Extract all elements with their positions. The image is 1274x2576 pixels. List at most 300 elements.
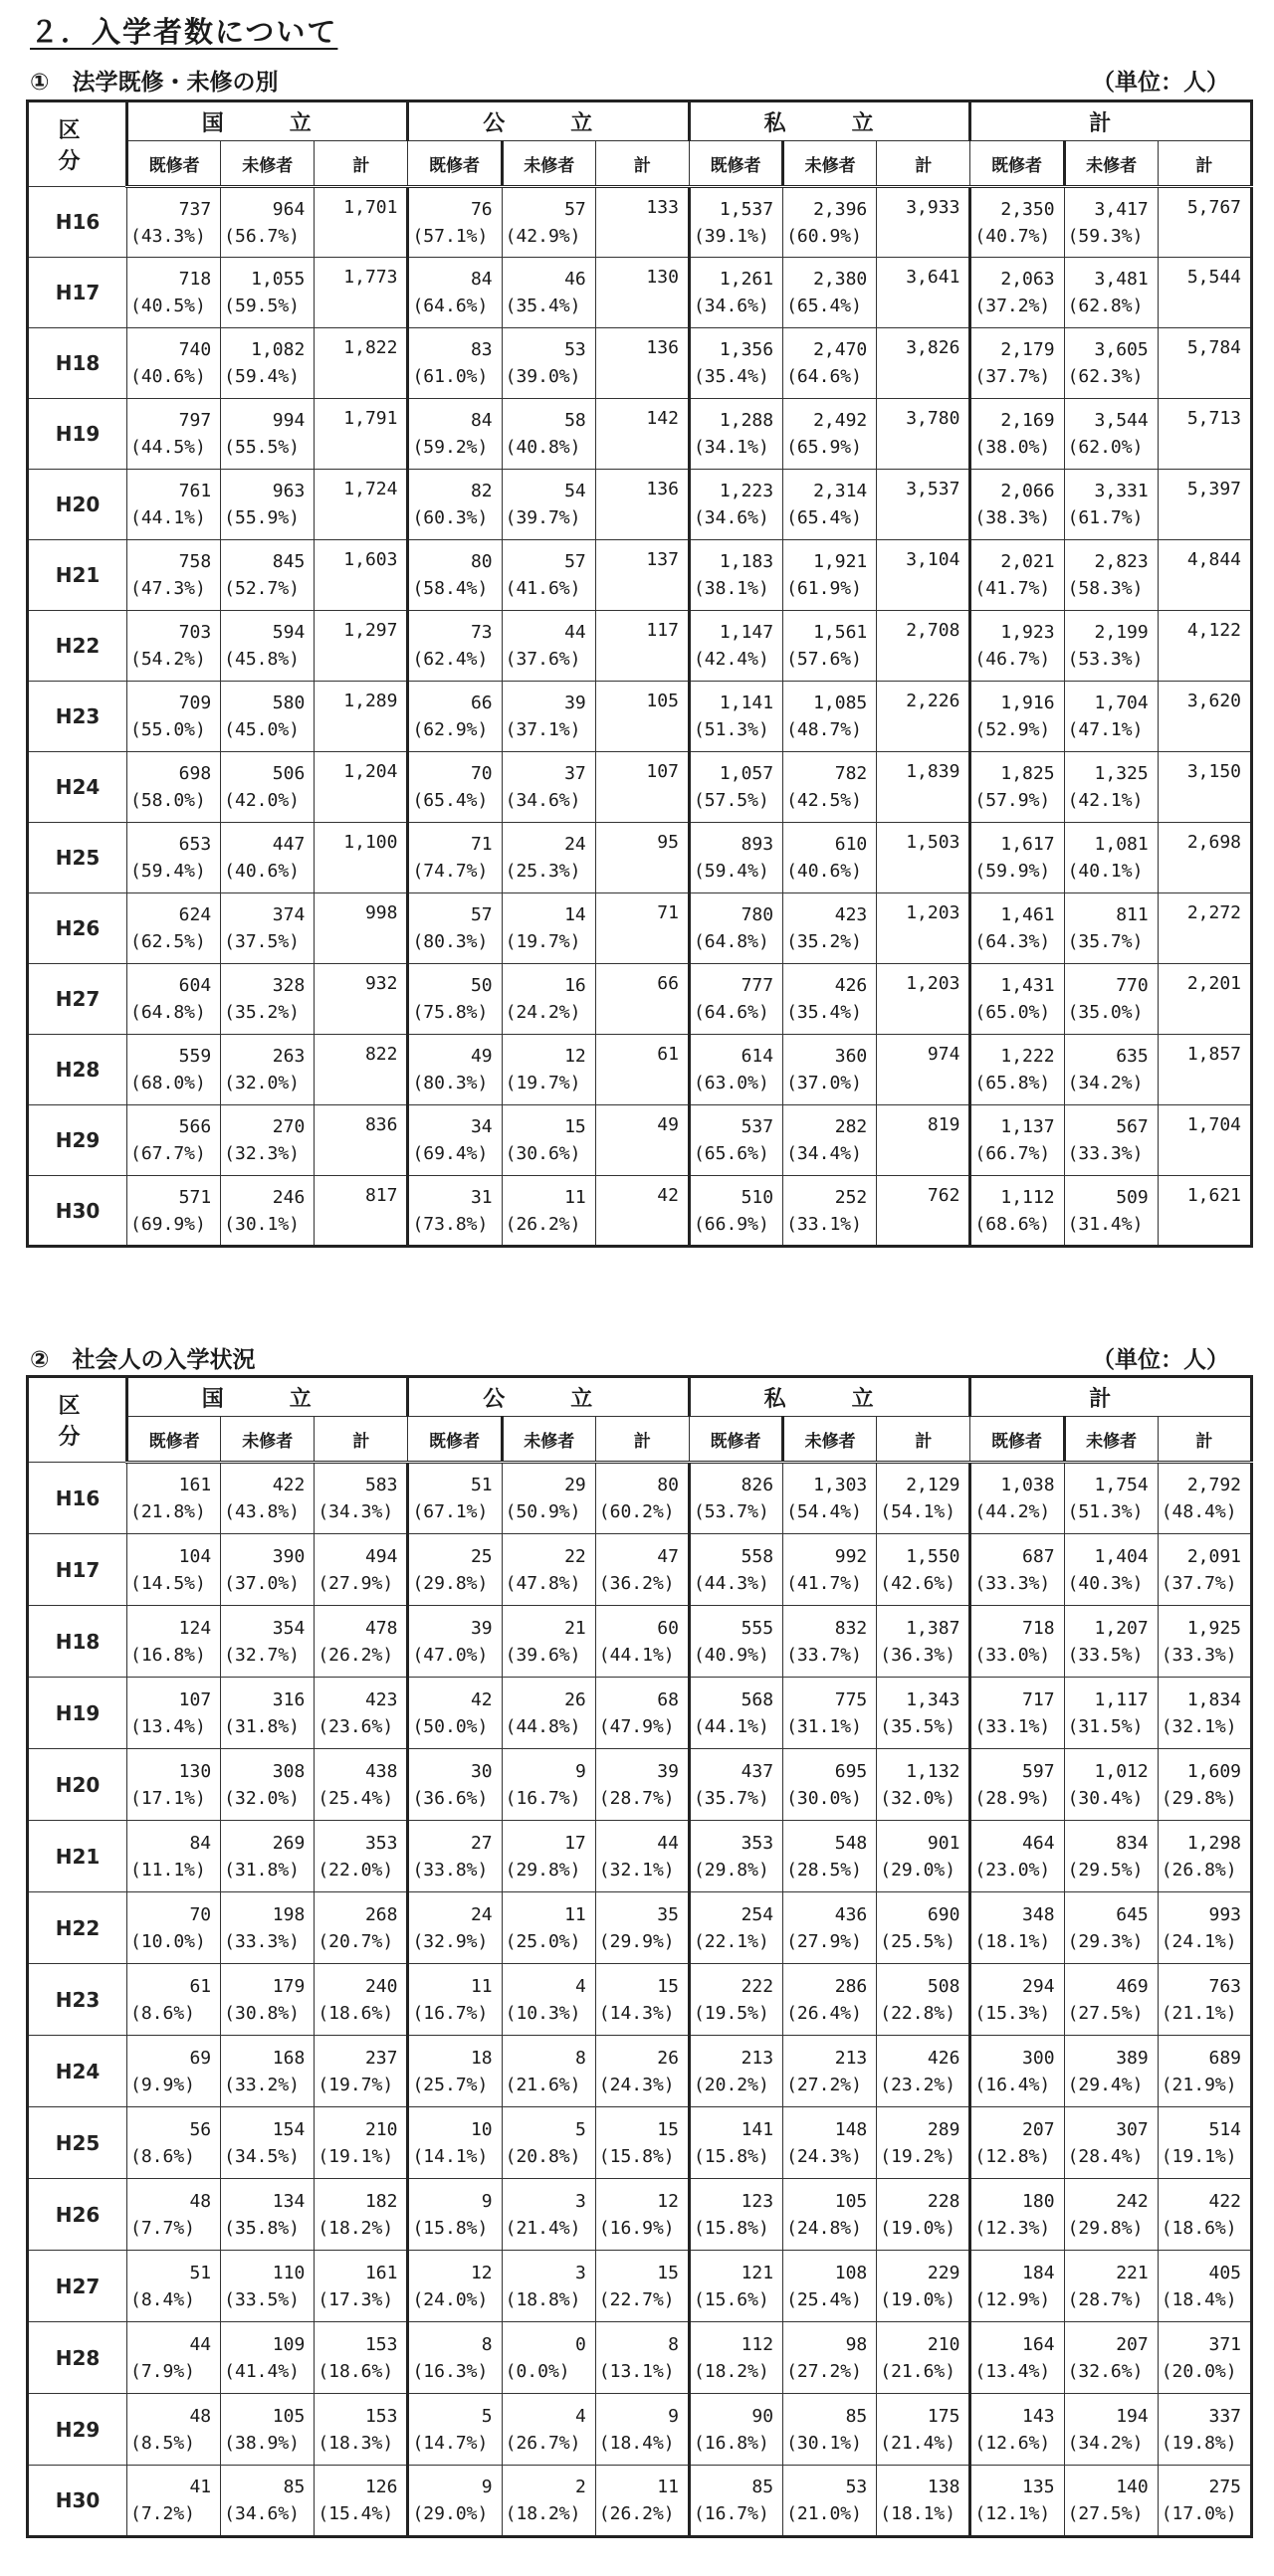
data-cell <box>408 328 502 399</box>
cell-percent: (37.1%) <box>505 719 581 740</box>
cell-value: 126 <box>364 2477 398 2497</box>
corner-header: 区 分 <box>28 101 127 187</box>
cell-percent: (74.7%) <box>412 861 489 882</box>
data-cell <box>502 1821 595 1892</box>
data-cell <box>408 2251 502 2322</box>
data-cell <box>502 1749 595 1821</box>
cell-value: 105 <box>272 2405 306 2427</box>
data-cell <box>877 1678 970 1749</box>
data-cell <box>1064 2179 1158 2251</box>
cell-value: 9 <box>481 2190 493 2212</box>
data-cell <box>221 258 315 328</box>
data-cell <box>595 893 689 964</box>
cell-value: 221 <box>1116 2262 1149 2283</box>
cell-value: 832 <box>834 1617 868 1639</box>
cell-percent: (19.5%) <box>693 2002 769 2024</box>
cell-percent: (12.8%) <box>974 2145 1051 2167</box>
data-cell <box>221 1035 315 1105</box>
cell-percent: (15.8%) <box>598 2145 675 2167</box>
cell-percent: (53.3%) <box>1067 649 1144 670</box>
cell-percent: (32.1%) <box>1161 1715 1237 1737</box>
data-cell <box>315 2394 408 2466</box>
cell-value: 737 <box>178 198 212 220</box>
cell-value: 210 <box>364 2118 398 2140</box>
cell-percent: (30.8%) <box>224 2002 301 2024</box>
data-cell <box>689 1534 782 1606</box>
column-header: 未修者 <box>502 141 595 187</box>
cell-value: 494 <box>364 1545 398 1567</box>
data-cell <box>783 1606 877 1678</box>
cell-percent: (35.2%) <box>786 931 862 952</box>
cell-value: 44 <box>657 1832 679 1854</box>
data-cell <box>689 1749 782 1821</box>
cell-percent: (65.4%) <box>786 507 862 528</box>
cell-percent: (8.6%) <box>130 2145 196 2167</box>
cell-value: 478 <box>364 1617 398 1639</box>
data-cell <box>127 2322 221 2394</box>
data-cell <box>1064 2394 1158 2466</box>
cell-percent: (64.6%) <box>412 296 489 316</box>
cell-value: 548 <box>834 1832 868 1854</box>
cell-value: 270 <box>272 1116 306 1137</box>
column-header: 計 <box>595 141 689 187</box>
group-header: 公 立 <box>408 1377 689 1417</box>
data-cell <box>1158 1678 1251 1749</box>
cell-value: 289 <box>927 2118 960 2140</box>
cell-percent: (23.0%) <box>974 1859 1051 1881</box>
data-cell <box>127 187 221 258</box>
data-cell <box>595 328 689 399</box>
cell-percent: (34.5%) <box>224 2145 301 2167</box>
cell-percent: (35.4%) <box>505 296 581 316</box>
data-cell <box>1158 1749 1251 1821</box>
table-row <box>28 1606 1252 1678</box>
cell-value: 4,844 <box>1186 549 1241 570</box>
cell-percent: (20.7%) <box>318 1930 394 1952</box>
data-cell <box>689 1035 782 1105</box>
cell-value: 1,550 <box>906 1545 960 1567</box>
data-cell <box>689 1105 782 1176</box>
cell-value: 252 <box>834 1186 868 1208</box>
cell-value: 71 <box>657 902 679 923</box>
data-cell <box>1064 1035 1158 1105</box>
row-label: H22 <box>28 1892 127 1964</box>
cell-value: 57 <box>564 551 586 572</box>
cell-value: 1,387 <box>906 1617 960 1639</box>
cell-percent: (27.9%) <box>786 1930 862 1952</box>
data-cell <box>408 1105 502 1176</box>
section2-unit: （単位：人） <box>1092 1347 1229 1373</box>
cell-value: 4 <box>574 1975 586 1997</box>
cell-value: 2 <box>574 2477 586 2497</box>
row-label: H16 <box>28 187 127 258</box>
cell-percent: (18.6%) <box>1161 2217 1237 2239</box>
cell-value: 826 <box>741 1475 774 1495</box>
cell-value: 26 <box>564 1688 586 1710</box>
data-cell <box>315 1035 408 1105</box>
column-header: 既修者 <box>127 141 221 187</box>
cell-value: 9 <box>481 2477 493 2497</box>
cell-percent: (18.2%) <box>693 2360 769 2382</box>
data-cell <box>502 964 595 1035</box>
cell-value: 56 <box>189 2118 212 2140</box>
data-cell <box>221 1749 315 1821</box>
cell-percent: (65.6%) <box>693 1143 769 1164</box>
data-cell <box>783 2251 877 2322</box>
data-cell <box>970 1964 1064 2036</box>
data-cell <box>595 2466 689 2537</box>
data-cell <box>502 2394 595 2466</box>
data-cell <box>689 328 782 399</box>
data-cell <box>315 1176 408 1247</box>
cell-percent: (37.7%) <box>1161 1572 1237 1594</box>
cell-percent: (24.0%) <box>412 2288 489 2310</box>
cell-percent: (32.0%) <box>880 1787 956 1809</box>
data-cell <box>1158 893 1251 964</box>
cell-value: 893 <box>741 834 774 855</box>
cell-value: 161 <box>178 1475 212 1495</box>
cell-value: 182 <box>364 2190 398 2212</box>
cell-value: 109 <box>272 2333 306 2355</box>
cell-percent: (18.1%) <box>880 2503 956 2524</box>
data-cell <box>221 2322 315 2394</box>
data-cell <box>315 893 408 964</box>
cell-value: 506 <box>272 763 306 784</box>
table-row <box>28 540 1252 611</box>
data-cell <box>502 399 595 470</box>
cell-value: 422 <box>272 1475 306 1495</box>
data-cell <box>689 2107 782 2179</box>
cell-value: 5,713 <box>1186 408 1241 429</box>
cell-percent: (44.1%) <box>693 1715 769 1737</box>
cell-percent: (61.7%) <box>1067 507 1144 528</box>
cell-percent: (58.3%) <box>1067 578 1144 599</box>
cell-value: 1,112 <box>1000 1186 1055 1208</box>
cell-value: 328 <box>272 975 306 996</box>
data-cell <box>502 1463 595 1534</box>
cell-value: 8 <box>668 2333 679 2355</box>
table-row <box>28 611 1252 682</box>
cell-value: 110 <box>272 2262 306 2283</box>
cell-value: 703 <box>178 622 212 643</box>
cell-percent: (75.8%) <box>412 1002 489 1023</box>
cell-percent: (43.3%) <box>130 225 206 247</box>
cell-percent: (67.1%) <box>412 1501 489 1522</box>
data-cell <box>221 1534 315 1606</box>
data-cell <box>595 258 689 328</box>
table-row <box>28 1678 1252 1749</box>
cell-percent: (47.3%) <box>130 578 206 599</box>
data-cell <box>783 2179 877 2251</box>
data-cell <box>783 611 877 682</box>
cell-value: 44 <box>189 2333 212 2355</box>
data-cell <box>1158 964 1251 1035</box>
table-row <box>28 470 1252 540</box>
cell-value: 53 <box>564 339 586 360</box>
table-row <box>28 2394 1252 2466</box>
cell-percent: (7.7%) <box>130 2217 196 2239</box>
data-cell <box>877 1749 970 1821</box>
data-cell <box>502 1606 595 1678</box>
cell-value: 5,544 <box>1186 267 1241 288</box>
row-label: H24 <box>28 2036 127 2107</box>
row-label: H21 <box>28 1821 127 1892</box>
cell-value: 51 <box>189 2262 212 2283</box>
data-cell <box>221 964 315 1035</box>
cell-value: 124 <box>178 1617 212 1639</box>
cell-percent: (41.6%) <box>505 578 581 599</box>
cell-value: 24 <box>564 834 586 855</box>
cell-percent: (64.6%) <box>786 366 862 387</box>
cell-value: 1,561 <box>813 622 868 643</box>
data-cell <box>783 1892 877 1964</box>
table-row <box>28 1964 1252 2036</box>
cell-percent: (24.3%) <box>786 2145 862 2167</box>
row-label: H30 <box>28 1176 127 1247</box>
cell-value: 687 <box>1022 1545 1055 1567</box>
cell-percent: (66.9%) <box>693 1213 769 1235</box>
cell-value: 4,122 <box>1186 620 1241 641</box>
data-cell <box>1158 1176 1251 1247</box>
table-row <box>28 1892 1252 1964</box>
cell-percent: (27.2%) <box>786 2360 862 2382</box>
data-cell <box>1064 2466 1158 2537</box>
cell-value: 834 <box>1116 1832 1149 1854</box>
data-cell <box>127 1678 221 1749</box>
data-cell <box>408 2179 502 2251</box>
cell-value: 1,081 <box>1094 834 1149 855</box>
data-cell <box>877 1534 970 1606</box>
data-cell <box>127 1606 221 1678</box>
data-cell <box>1158 2179 1251 2251</box>
column-header: 既修者 <box>970 141 1064 187</box>
cell-percent: (24.8%) <box>786 2217 862 2239</box>
data-cell <box>127 1892 221 1964</box>
cell-value: 66 <box>657 973 679 994</box>
data-cell <box>970 2466 1064 2537</box>
table-row <box>28 1534 1252 1606</box>
table-row <box>28 893 1252 964</box>
cell-value: 5 <box>574 2118 586 2140</box>
cell-percent: (27.2%) <box>786 2074 862 2095</box>
cell-value: 246 <box>272 1186 306 1208</box>
data-cell <box>1064 752 1158 823</box>
data-cell <box>689 2036 782 2107</box>
cell-percent: (8.5%) <box>130 2432 196 2454</box>
cell-percent: (22.8%) <box>880 2002 956 2024</box>
cell-percent: (36.2%) <box>598 1572 675 1594</box>
cell-percent: (25.0%) <box>505 1930 581 1952</box>
cell-value: 5,767 <box>1186 197 1241 218</box>
cell-percent: (44.8%) <box>505 1715 581 1737</box>
data-cell <box>877 2466 970 2537</box>
cell-percent: (34.2%) <box>1067 2432 1144 2454</box>
data-cell <box>689 2179 782 2251</box>
row-label: H27 <box>28 964 127 1035</box>
data-cell <box>408 682 502 752</box>
data-cell <box>970 893 1064 964</box>
cell-percent: (44.1%) <box>598 1644 675 1666</box>
data-cell <box>502 1678 595 1749</box>
cell-percent: (73.8%) <box>412 1213 489 1235</box>
cell-value: 207 <box>1116 2333 1149 2355</box>
section1-unit: （単位：人） <box>1092 70 1229 96</box>
cell-value: 107 <box>646 761 679 782</box>
cell-percent: (41.7%) <box>786 1572 862 1594</box>
cell-value: 3,537 <box>906 479 960 499</box>
cell-percent: (48.7%) <box>786 719 862 740</box>
data-cell <box>689 1892 782 1964</box>
data-cell <box>1064 893 1158 964</box>
cell-value: 717 <box>1022 1688 1055 1710</box>
cell-value: 148 <box>834 2118 868 2140</box>
cell-percent: (36.6%) <box>412 1787 489 1809</box>
cell-value: 70 <box>470 763 493 784</box>
cell-percent: (42.0%) <box>224 790 301 811</box>
cell-value: 66 <box>470 693 493 713</box>
cell-percent: (29.8%) <box>693 1859 769 1881</box>
data-cell <box>1064 470 1158 540</box>
column-header: 計 <box>877 1417 970 1463</box>
data-cell <box>502 187 595 258</box>
cell-percent: (25.5%) <box>880 1930 956 1952</box>
data-cell <box>127 964 221 1035</box>
cell-value: 85 <box>845 2405 868 2427</box>
cell-percent: (23.6%) <box>318 1715 394 1737</box>
cell-percent: (68.0%) <box>130 1073 206 1093</box>
cell-percent: (16.9%) <box>598 2217 675 2239</box>
data-cell <box>1064 1534 1158 1606</box>
cell-percent: (31.1%) <box>786 1715 862 1737</box>
cell-value: 653 <box>178 834 212 855</box>
cell-value: 25 <box>470 1545 493 1567</box>
data-cell <box>595 2251 689 2322</box>
cell-value: 761 <box>178 481 212 501</box>
cell-percent: (14.3%) <box>598 2002 675 2024</box>
data-cell <box>877 964 970 1035</box>
cell-value: 1,183 <box>719 551 774 572</box>
data-cell <box>315 1821 408 1892</box>
cell-value: 282 <box>834 1116 868 1137</box>
data-cell <box>595 823 689 893</box>
data-cell <box>502 1105 595 1176</box>
cell-percent: (29.8%) <box>1161 1787 1237 1809</box>
column-header: 既修者 <box>689 1417 782 1463</box>
cell-percent: (14.5%) <box>130 1572 206 1594</box>
cell-value: 390 <box>272 1545 306 1567</box>
cell-percent: (42.9%) <box>505 225 581 247</box>
row-label: H28 <box>28 1035 127 1105</box>
cell-value: 49 <box>657 1114 679 1135</box>
cell-percent: (7.2%) <box>130 2503 196 2524</box>
cell-percent: (18.6%) <box>318 2002 394 2024</box>
table-working-adults <box>26 1375 1253 2538</box>
cell-value: 426 <box>927 2047 960 2069</box>
cell-percent: (21.6%) <box>505 2074 581 2095</box>
cell-percent: (25.7%) <box>412 2074 489 2095</box>
cell-value: 57 <box>470 904 493 925</box>
data-cell <box>502 2251 595 2322</box>
data-cell <box>783 893 877 964</box>
table-row <box>28 2107 1252 2179</box>
cell-value: 718 <box>1022 1617 1055 1639</box>
data-cell <box>315 2107 408 2179</box>
cell-value: 210 <box>927 2333 960 2355</box>
data-cell <box>221 682 315 752</box>
cell-value: 207 <box>1022 2118 1055 2140</box>
cell-percent: (11.1%) <box>130 1859 206 1881</box>
data-cell <box>970 187 1064 258</box>
data-cell <box>315 611 408 682</box>
cell-percent: (21.1%) <box>1161 2002 1237 2024</box>
data-cell <box>689 2394 782 2466</box>
cell-value: 1,203 <box>906 973 960 994</box>
cell-value: 348 <box>1022 1903 1055 1925</box>
cell-value: 1,207 <box>1094 1617 1149 1639</box>
cell-value: 222 <box>741 1975 774 1997</box>
cell-value: 1,356 <box>719 339 774 360</box>
cell-percent: (15.8%) <box>412 2217 489 2239</box>
data-cell <box>595 2179 689 2251</box>
cell-value: 1,038 <box>1000 1475 1055 1495</box>
data-cell <box>1158 1964 1251 2036</box>
cell-percent: (16.8%) <box>130 1644 206 1666</box>
cell-percent: (19.7%) <box>505 1073 581 1093</box>
cell-percent: (69.4%) <box>412 1143 489 1164</box>
data-cell <box>1064 823 1158 893</box>
data-cell <box>595 1749 689 1821</box>
cell-percent: (63.0%) <box>693 1073 769 1093</box>
cell-percent: (26.2%) <box>318 1644 394 1666</box>
row-label: H19 <box>28 1678 127 1749</box>
cell-value: 76 <box>470 198 493 220</box>
cell-percent: (57.1%) <box>412 225 489 247</box>
cell-value: 130 <box>178 1760 212 1782</box>
cell-value: 405 <box>1208 2262 1241 2283</box>
data-cell <box>877 1176 970 1247</box>
data-cell <box>970 1035 1064 1105</box>
row-label: H20 <box>28 1749 127 1821</box>
cell-value: 184 <box>1022 2262 1055 2283</box>
column-header: 既修者 <box>970 1417 1064 1463</box>
group-header: 計 <box>970 101 1252 141</box>
cell-value: 307 <box>1116 2118 1149 2140</box>
cell-percent: (24.1%) <box>1161 1930 1237 1952</box>
data-cell <box>970 2179 1064 2251</box>
cell-percent: (26.8%) <box>1161 1859 1237 1881</box>
data-cell <box>127 1035 221 1105</box>
data-cell <box>1158 682 1251 752</box>
cell-value: 559 <box>178 1046 212 1067</box>
cell-percent: (14.1%) <box>412 2145 489 2167</box>
data-cell <box>595 1821 689 1892</box>
cell-percent: (40.9%) <box>693 1644 769 1666</box>
cell-value: 901 <box>927 1832 960 1854</box>
data-cell <box>595 1964 689 2036</box>
data-cell <box>1158 187 1251 258</box>
cell-percent: (37.0%) <box>224 1572 301 1594</box>
cell-value: 49 <box>470 1046 493 1067</box>
cell-value: 614 <box>741 1046 774 1067</box>
cell-percent: (22.0%) <box>318 1859 394 1881</box>
cell-percent: (55.9%) <box>224 507 301 528</box>
cell-percent: (28.9%) <box>974 1787 1051 1809</box>
cell-percent: (54.2%) <box>130 649 206 670</box>
cell-value: 269 <box>272 1832 306 1854</box>
cell-percent: (35.0%) <box>1067 1002 1144 1023</box>
data-cell <box>1158 2251 1251 2322</box>
cell-value: 47 <box>657 1545 679 1567</box>
